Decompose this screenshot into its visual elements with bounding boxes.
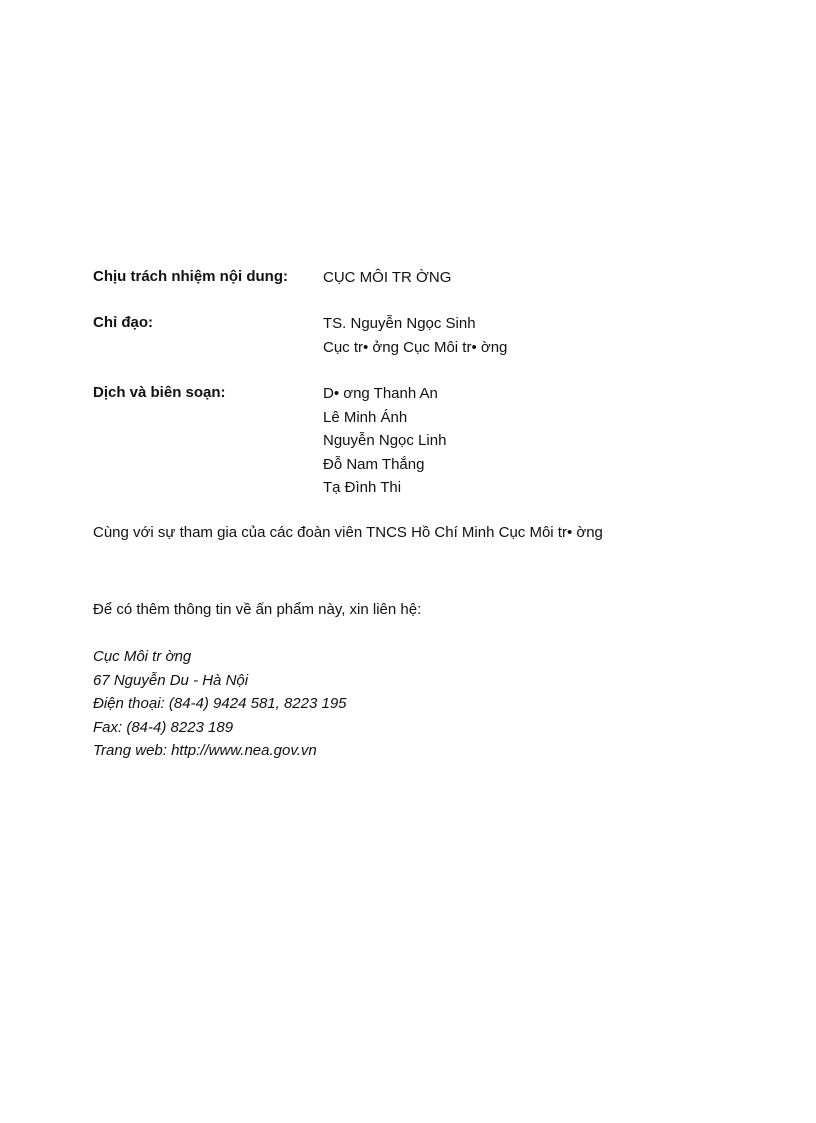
- responsible-values: [323, 268, 451, 292]
- contact-address: 67 Nguyễn Du - Hà Nội: [93, 671, 249, 689]
- director-name: TS. Nguyễn Ngọc Sinh: [323, 315, 476, 332]
- contact-organization: Cục Môi tr ờng: [93, 648, 192, 665]
- contact-intro: Để có thêm thông tin về ấn phẩm này, xin liên hệ:: [93, 601, 422, 618]
- editor-name: Tạ Đình Thi: [323, 479, 402, 496]
- contact-block: [93, 647, 347, 765]
- editor-name: Đỗ Nam Thắng: [323, 455, 425, 473]
- editor-name: Nguyễn Ngọc Linh: [323, 432, 447, 449]
- editor-name: D• ơng Thanh An: [323, 385, 438, 402]
- responsible-label: Chịu trách nhiệm nội dung:: [93, 268, 288, 285]
- director-title: Cục tr• ởng Cục Môi tr• ờng: [323, 338, 508, 356]
- contact-website: Trang web: http://www.nea.gov.vn: [93, 742, 317, 759]
- director-label: Chỉ đạo:: [93, 314, 153, 331]
- responsible-value: CỤC MÔI TR ỜNG: [323, 269, 452, 286]
- participation-note: Cùng với sự tham gia của các đoàn viên TNCS Hồ Chí Minh Cục Môi tr• ờng: [93, 524, 603, 541]
- director-values: [323, 314, 507, 361]
- contact-phone: Điện thoại: (84-4) 9424 581, 8223 195: [93, 695, 347, 712]
- editors-label: Dịch và biên soạn:: [93, 384, 226, 401]
- editors-values: [323, 384, 446, 502]
- contact-fax: Fax: (84-4) 8223 189: [93, 718, 234, 736]
- editor-name: Lê Minh Ánh: [323, 408, 408, 426]
